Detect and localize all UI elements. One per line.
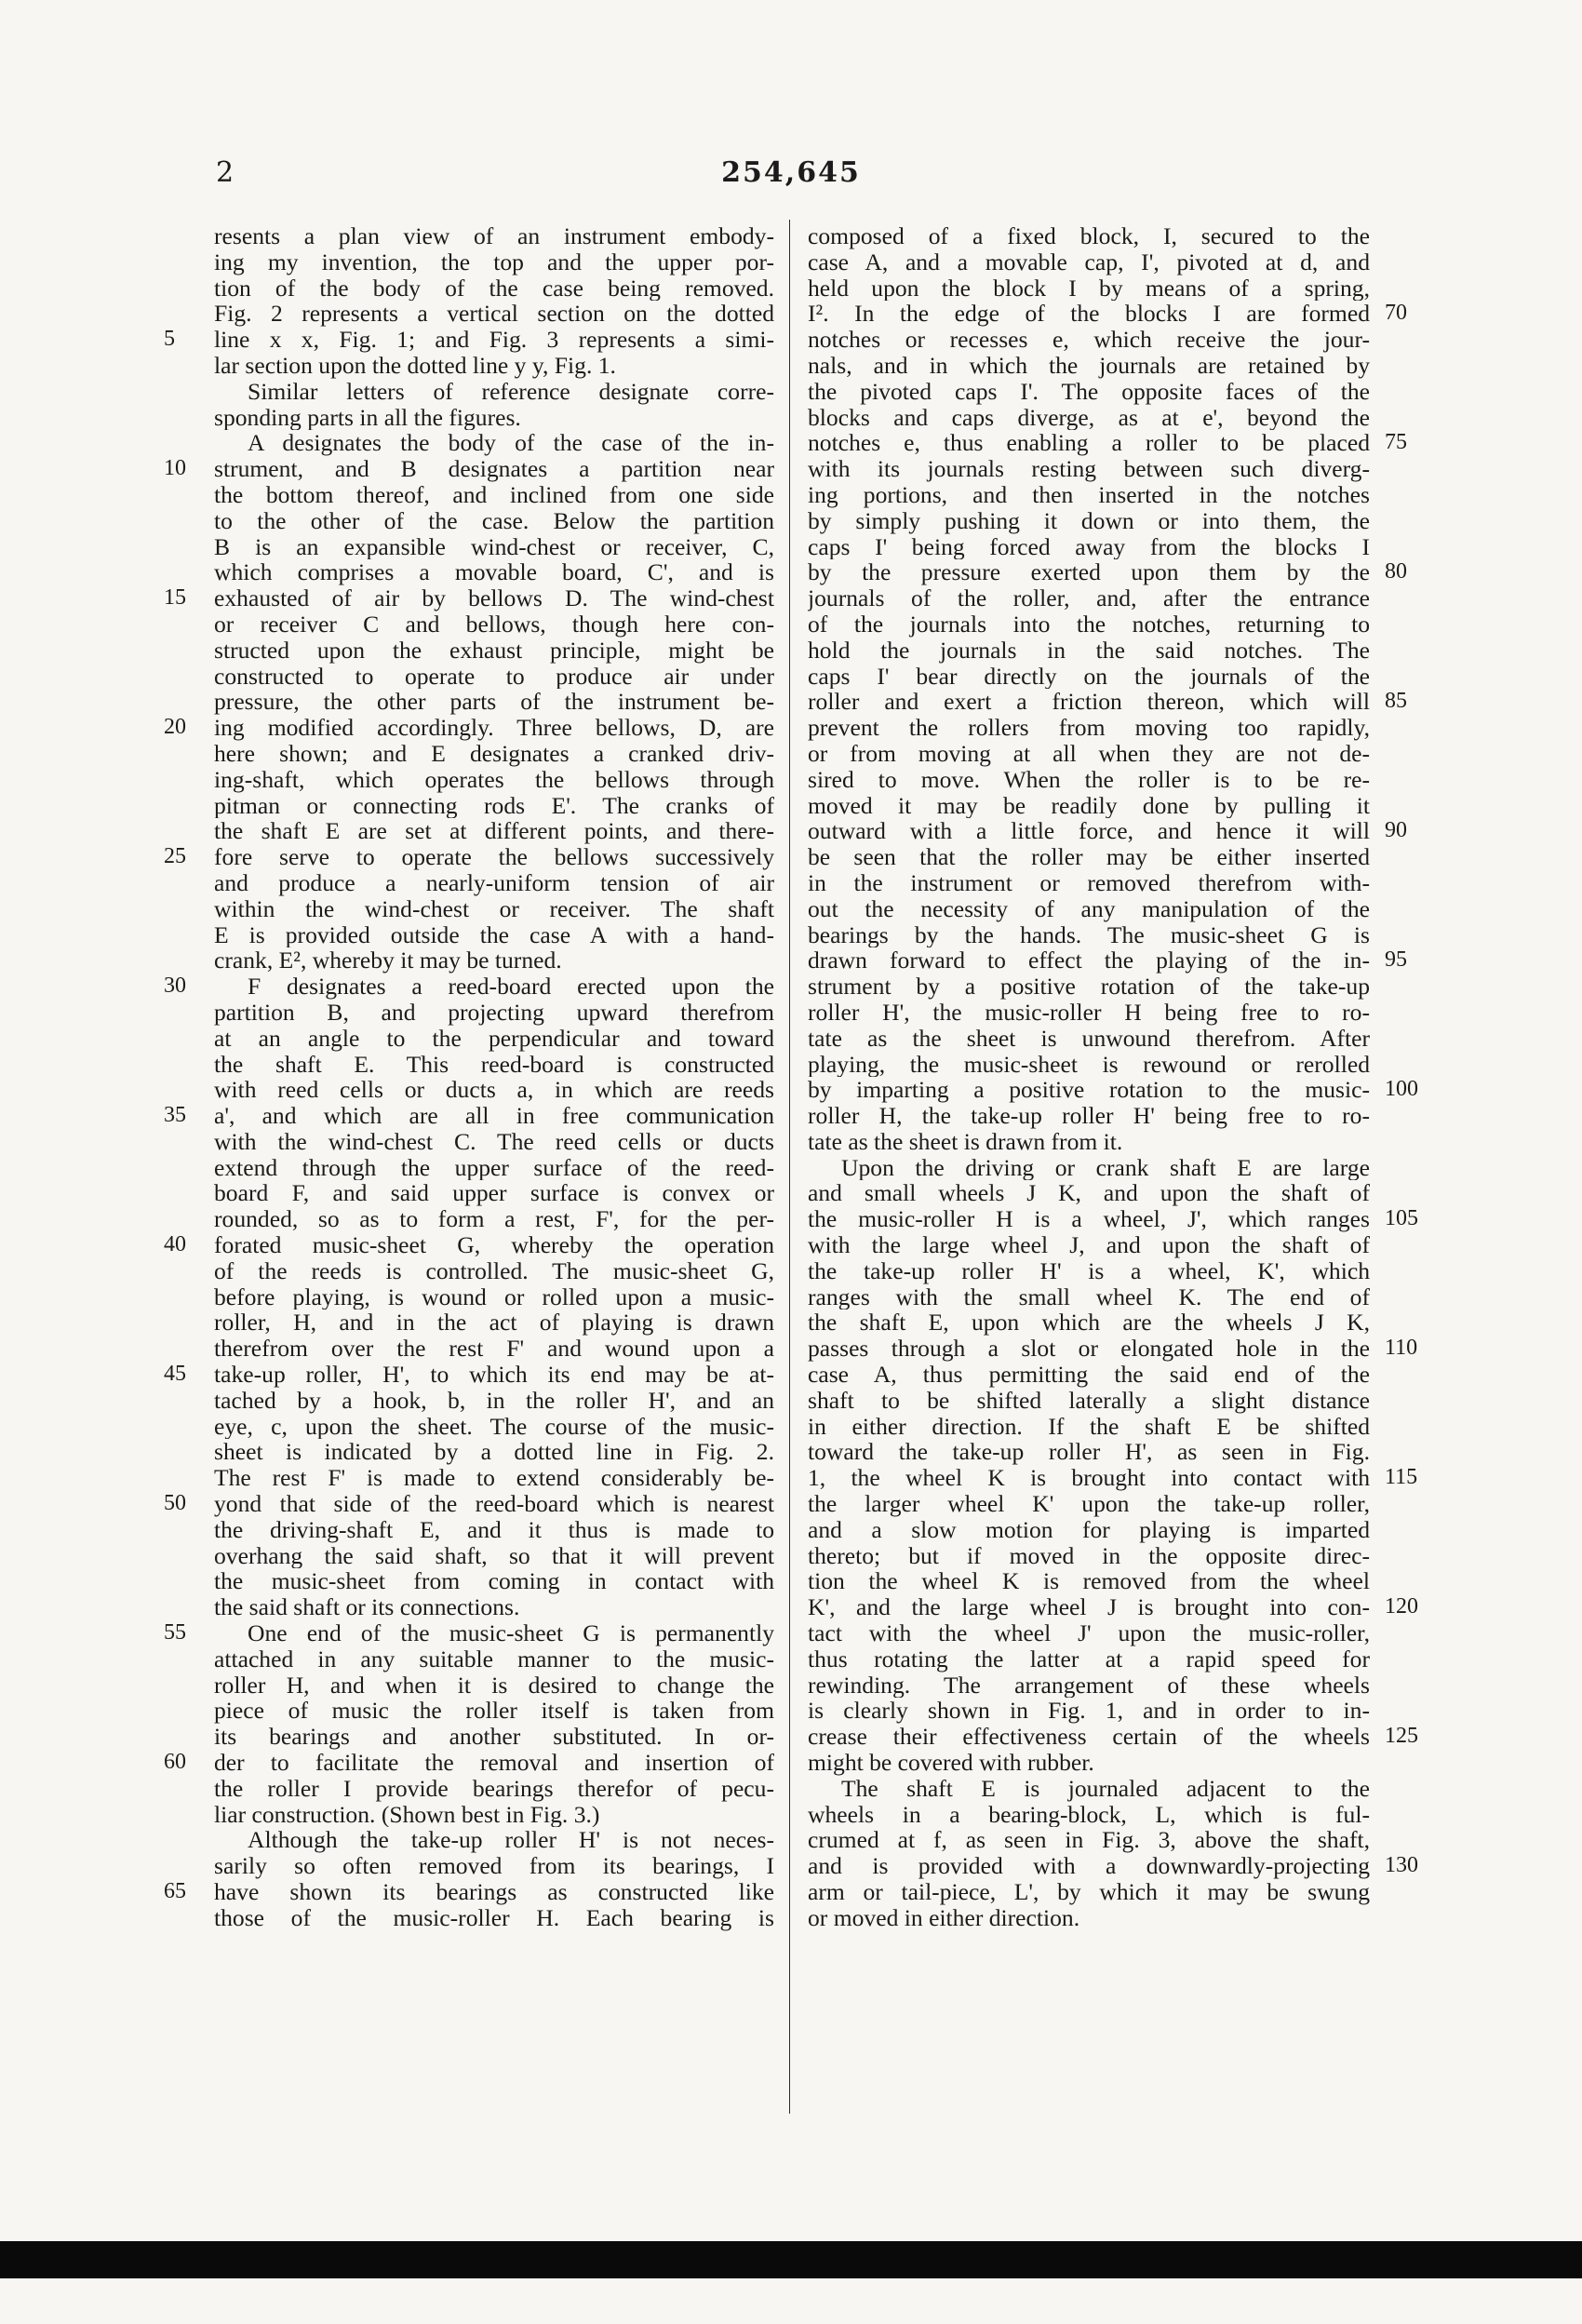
- text-line: K', and the large wheel J is brought into con-: [808, 1594, 1370, 1621]
- text-line: the shaft E, upon which are the wheels J K,: [808, 1310, 1370, 1337]
- text-line: I². In the edge of the blocks I are formed: [808, 301, 1370, 328]
- text-line: piece of music the roller itself is taken from: [214, 1698, 774, 1725]
- text-line: bearings by the hands. The music-sheet G is: [808, 921, 1370, 948]
- text-line: shaft to be shifted laterally a slight distance: [808, 1387, 1370, 1414]
- text-line: rounded, so as to form a rest, F', for the per-: [214, 1206, 774, 1233]
- text-line: Upon the driving or crank shaft E are large: [841, 1154, 1370, 1181]
- text-line: F designates a reed-board erected upon the: [248, 974, 774, 1000]
- text-line: drawn forward to effect the playing of the in-: [808, 947, 1370, 974]
- text-line: be seen that the roller may be either inserted: [808, 844, 1370, 870]
- text-line: passes through a slot or elongated hole in the: [808, 1336, 1370, 1363]
- text-line: roller H', the music-roller H being free to ro-: [808, 999, 1370, 1026]
- text-line: tion the wheel K is removed from the wheel: [808, 1568, 1370, 1595]
- text-line: with the large wheel J, and upon the shaft of: [808, 1232, 1370, 1258]
- text-line: the bottom thereof, and inclined from one side: [214, 481, 774, 508]
- text-line: by simply pushing it down or into them, the: [808, 507, 1370, 534]
- line-number: 25: [164, 844, 186, 869]
- text-line: ing-shaft, which operates the bellows through: [214, 766, 774, 793]
- text-line: crank, E², whereby it may be turned.: [214, 947, 562, 974]
- scan-border-bar: [0, 2241, 1582, 2278]
- text-line: liar construction. (Shown best in Fig. 3.): [214, 1801, 600, 1828]
- text-line: the music-sheet from coming in contact with: [214, 1568, 774, 1595]
- text-line: held upon the block I by means of a spring,: [808, 275, 1370, 302]
- text-line: yond that side of the reed-board which is nearest: [214, 1491, 774, 1517]
- text-line: roller H, and when it is desired to change the: [214, 1672, 774, 1699]
- text-line: forated music-sheet G, whereby the operation: [214, 1232, 774, 1258]
- text-line: and small wheels J K, and upon the shaft of: [808, 1180, 1370, 1207]
- line-number: 30: [164, 974, 186, 999]
- text-line: is clearly shown in Fig. 1, and in order to in-: [808, 1698, 1370, 1725]
- text-line: 1, the wheel K is brought into contact with: [808, 1465, 1370, 1492]
- text-line: the take-up roller H' is a wheel, K', which: [808, 1257, 1370, 1284]
- line-number: 55: [164, 1620, 186, 1646]
- text-line: sired to move. When the roller is to be re-: [808, 766, 1370, 793]
- text-line: with the wind-chest C. The reed cells or ducts: [214, 1128, 774, 1155]
- text-line: caps I' bear directly on the journals of the: [808, 663, 1370, 690]
- left-text-column: [214, 223, 774, 1931]
- text-line: the said shaft or its connections.: [214, 1594, 520, 1621]
- text-line: therefrom over the rest F' and wound upon a: [214, 1336, 774, 1363]
- line-number: 20: [164, 715, 186, 740]
- text-line: The rest F' is made to extend considerably be-: [214, 1465, 774, 1492]
- text-line: by the pressure exerted upon them by the: [808, 559, 1370, 586]
- text-line: structed upon the exhaust principle, might be: [214, 637, 774, 664]
- text-line: arm or tail-piece, L', by which it may be swung: [808, 1879, 1370, 1905]
- text-line: tached by a hook, b, in the roller H', and an: [214, 1387, 774, 1414]
- text-line: A designates the body of the case of the in-: [248, 430, 774, 457]
- text-line: moved it may be readily done by pulling it: [808, 792, 1370, 819]
- line-number: 125: [1385, 1724, 1418, 1749]
- text-line: lar section upon the dotted line y y, Fig. 1.: [214, 352, 616, 379]
- text-line: hold the journals in the said notches. The: [808, 637, 1370, 664]
- text-line: or receiver C and bellows, though here con-: [214, 611, 774, 638]
- text-line: notches e, thus enabling a roller to be placed: [808, 430, 1370, 457]
- text-line: Fig. 2 represents a vertical section on the dotted: [214, 301, 774, 328]
- line-number: 105: [1385, 1206, 1418, 1231]
- text-line: pitman or connecting rods E'. The cranks of: [214, 792, 774, 819]
- text-line: or from moving at all when they are not de-: [808, 740, 1370, 767]
- text-line: overhang the said shaft, so that it will prevent: [214, 1542, 774, 1569]
- text-line: The shaft E is journaled adjacent to the: [841, 1775, 1370, 1802]
- text-line: journals of the roller, and, after the entrance: [808, 585, 1370, 611]
- text-line: at an angle to the perpendicular and toward: [214, 1025, 774, 1052]
- text-line: board F, and said upper surface is convex or: [214, 1180, 774, 1207]
- text-line: the shaft E. This reed-board is constructed: [214, 1051, 774, 1078]
- text-line: extend through the upper surface of the reed-: [214, 1154, 774, 1181]
- text-line: One end of the music-sheet G is permanently: [248, 1620, 774, 1646]
- text-line: blocks and caps diverge, as at e', beyond the: [808, 404, 1370, 431]
- text-line: and is provided with a downwardly-projecting: [808, 1853, 1370, 1879]
- line-number: 40: [164, 1232, 186, 1257]
- text-line: the pivoted caps I'. The opposite faces of the: [808, 378, 1370, 405]
- text-line: by imparting a positive rotation to the music-: [808, 1077, 1370, 1104]
- text-line: have shown its bearings as constructed like: [214, 1879, 774, 1905]
- line-number: 50: [164, 1491, 186, 1516]
- text-line: the larger wheel K' upon the take-up roller,: [808, 1491, 1370, 1517]
- text-line: out the necessity of any manipulation of the: [808, 895, 1370, 922]
- text-line: and produce a nearly-uniform tension of air: [214, 869, 774, 896]
- line-number: 85: [1385, 689, 1407, 714]
- line-number: 75: [1385, 430, 1407, 455]
- text-line: a', and which are all in free communication: [214, 1103, 774, 1129]
- line-number: 35: [164, 1103, 186, 1128]
- text-line: the music-roller H is a wheel, J', which ranges: [808, 1206, 1370, 1233]
- text-line: crumed at f, as seen in Fig. 3, above the shaft,: [808, 1827, 1370, 1854]
- line-number: 100: [1385, 1077, 1418, 1102]
- text-line: in the instrument or removed therefrom with-: [808, 869, 1370, 896]
- text-line: take-up roller, H', to which its end may be at-: [214, 1362, 774, 1388]
- text-line: crease their effectiveness certain of the wheels: [808, 1724, 1370, 1751]
- text-line: strument by a positive rotation of the take-up: [808, 974, 1370, 1000]
- right-text-column: [808, 223, 1370, 1931]
- text-line: tate as the sheet is unwound therefrom. After: [808, 1025, 1370, 1052]
- line-number: 80: [1385, 559, 1407, 584]
- text-line: B is an expansible wind-chest or receiver, C,: [214, 533, 774, 560]
- text-line: or moved in either direction.: [808, 1904, 1080, 1931]
- text-line: Similar letters of reference designate corre-: [248, 378, 774, 405]
- line-number: 5: [164, 327, 175, 352]
- line-number: 115: [1385, 1465, 1418, 1490]
- line-number: 130: [1385, 1853, 1418, 1878]
- text-line: ing my invention, the top and the upper por-: [214, 249, 774, 275]
- text-line: tate as the sheet is drawn from it.: [808, 1128, 1123, 1155]
- line-number: 95: [1385, 947, 1407, 973]
- text-line: caps I' being forced away from the blocks I: [808, 533, 1370, 560]
- text-line: pressure, the other parts of the instrument be-: [214, 689, 774, 716]
- text-line: with its journals resting between such diverg-: [808, 456, 1370, 482]
- text-line: tact with the wheel J' upon the music-roller,: [808, 1620, 1370, 1646]
- text-line: eye, c, upon the sheet. The course of the music-: [214, 1413, 774, 1440]
- text-line: exhausted of air by bellows D. The wind-chest: [214, 585, 774, 611]
- line-number: 70: [1385, 301, 1407, 326]
- text-line: thereto; but if moved in the opposite direc-: [808, 1542, 1370, 1569]
- text-line: case A, thus permitting the said end of the: [808, 1362, 1370, 1388]
- text-line: sponding parts in all the figures.: [214, 404, 521, 431]
- text-line: der to facilitate the removal and insertion of: [214, 1750, 774, 1776]
- text-line: ranges with the small wheel K. The end of: [808, 1283, 1370, 1310]
- text-line: case A, and a movable cap, I', pivoted at d, and: [808, 249, 1370, 275]
- text-line: sheet is indicated by a dotted line in Fig. 2.: [214, 1439, 774, 1466]
- text-line: those of the music-roller H. Each bearing is: [214, 1904, 774, 1931]
- page-number: 2: [216, 156, 235, 189]
- text-line: to the other of the case. Below the partition: [214, 507, 774, 534]
- line-number: 110: [1385, 1336, 1418, 1361]
- text-line: and a slow motion for playing is imparted: [808, 1516, 1370, 1543]
- patent-number: 254,645: [721, 156, 861, 189]
- text-line: rewinding. The arrangement of these wheels: [808, 1672, 1370, 1699]
- text-line: partition B, and projecting upward therefrom: [214, 999, 774, 1026]
- line-number: 60: [164, 1750, 186, 1775]
- text-line: nals, and in which the journals are retained by: [808, 352, 1370, 379]
- text-line: strument, and B designates a partition near: [214, 456, 774, 482]
- text-line: which comprises a movable board, C', and is: [214, 559, 774, 586]
- text-line: fore serve to operate the bellows successively: [214, 844, 774, 870]
- text-line: E is provided outside the case A with a hand-: [214, 921, 774, 948]
- text-line: wheels in a bearing-block, L, which is ful-: [808, 1801, 1370, 1828]
- text-line: roller and exert a friction thereon, which will: [808, 689, 1370, 716]
- text-line: roller, H, and in the act of playing is drawn: [214, 1310, 774, 1337]
- text-line: might be covered with rubber.: [808, 1750, 1094, 1776]
- text-line: notches or recesses e, which receive the jour-: [808, 327, 1370, 353]
- text-line: ing modified accordingly. Three bellows, D, are: [214, 715, 774, 741]
- text-line: tion of the body of the case being removed.: [214, 275, 774, 302]
- text-line: line x x, Fig. 1; and Fig. 3 represents a simi-: [214, 327, 774, 353]
- text-line: roller H, the take-up roller H' being free to ro-: [808, 1103, 1370, 1129]
- text-line: sarily so often removed from its bearings, I: [214, 1853, 774, 1879]
- text-line: before playing, is wound or rolled upon a music-: [214, 1283, 774, 1310]
- text-line: resents a plan view of an instrument embody-: [214, 223, 774, 249]
- text-line: outward with a little force, and hence it will: [808, 818, 1370, 845]
- text-line: thus rotating the latter at a rapid speed for: [808, 1646, 1370, 1672]
- text-line: the driving-shaft E, and it thus is made to: [214, 1516, 774, 1543]
- text-line: its bearings and another substituted. In or-: [214, 1724, 774, 1751]
- text-line: constructed to operate to produce air under: [214, 663, 774, 690]
- text-line: of the reeds is controlled. The music-sheet G,: [214, 1257, 774, 1284]
- text-line: prevent the rollers from moving too rapidly,: [808, 715, 1370, 741]
- text-line: within the wind-chest or receiver. The shaft: [214, 895, 774, 922]
- line-number: 45: [164, 1362, 186, 1387]
- text-line: attached in any suitable manner to the music-: [214, 1646, 774, 1672]
- text-line: here shown; and E designates a cranked driv-: [214, 740, 774, 767]
- text-line: with reed cells or ducts a, in which are reeds: [214, 1077, 774, 1104]
- text-line: of the journals into the notches, returning to: [808, 611, 1370, 638]
- text-line: Although the take-up roller H' is not neces-: [248, 1827, 774, 1854]
- text-line: in either direction. If the shaft E be shifted: [808, 1413, 1370, 1440]
- line-number: 120: [1385, 1594, 1418, 1619]
- text-line: toward the take-up roller H', as seen in Fig.: [808, 1439, 1370, 1466]
- line-number: 65: [164, 1879, 186, 1904]
- text-line: playing, the music-sheet is rewound or rerolled: [808, 1051, 1370, 1078]
- column-divider: [789, 220, 790, 2114]
- line-number: 90: [1385, 818, 1407, 843]
- line-number: 15: [164, 585, 186, 611]
- text-line: composed of a fixed block, I, secured to the: [808, 223, 1370, 249]
- line-number: 10: [164, 456, 186, 481]
- text-line: the roller I provide bearings therefor of pecu-: [214, 1775, 774, 1802]
- text-line: ing portions, and then inserted in the notches: [808, 481, 1370, 508]
- text-line: the shaft E are set at different points, and there-: [214, 818, 774, 845]
